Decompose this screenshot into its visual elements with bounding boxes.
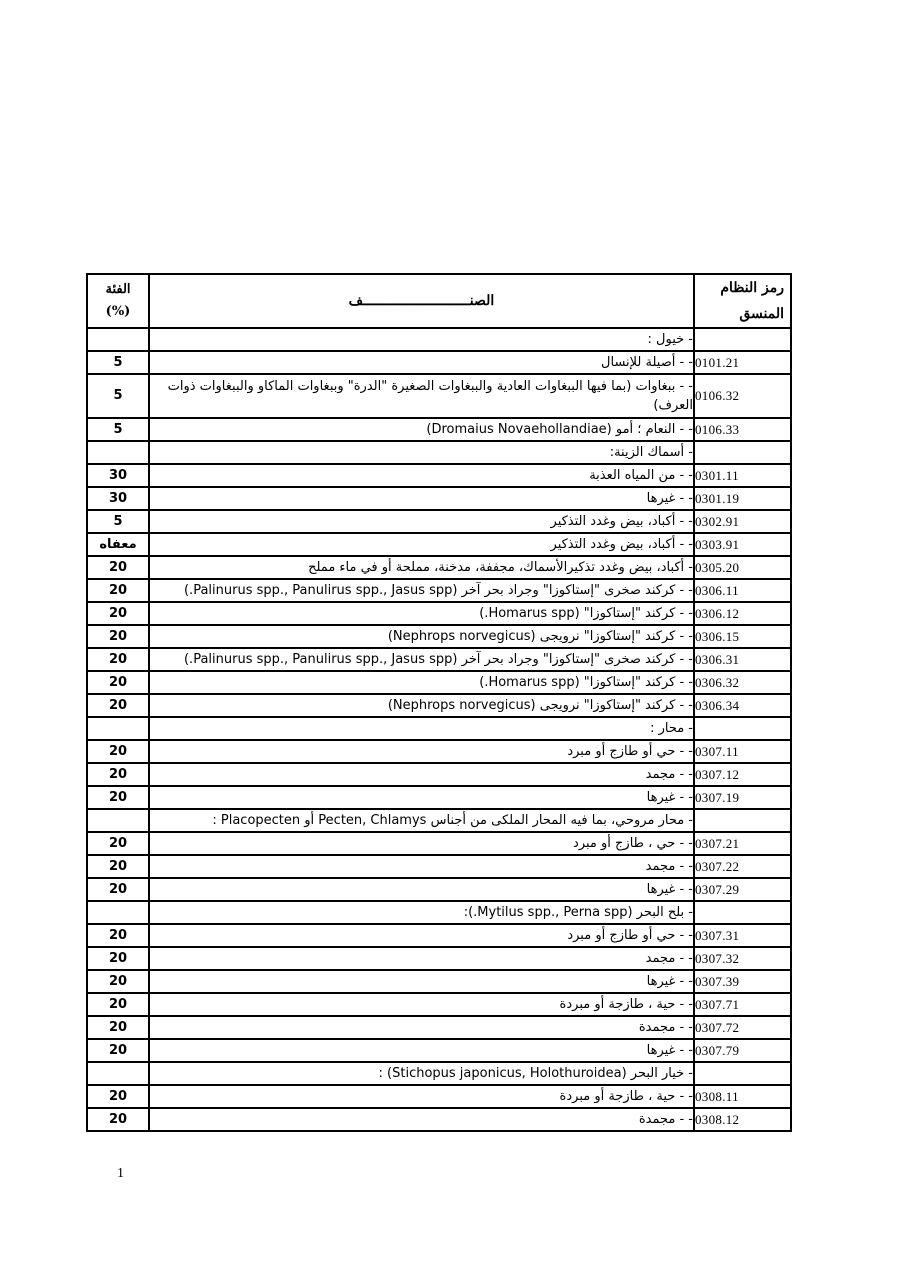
table-row [87, 418, 791, 441]
hs-code-cell: 0307.72 [694, 1016, 791, 1039]
category-cell: 5 [87, 418, 149, 441]
hs-code-cell [694, 1062, 791, 1085]
table-row [87, 740, 791, 763]
table-row [87, 717, 791, 740]
description-cell: - - ببغاوات (بما فيها الببغاوات العادية والببغاوات الصغيرة "الدرة" وببغاوات الماكاو والببغاوات ذوات العرف) [149, 374, 694, 418]
hs-code-cell: 0307.39 [694, 970, 791, 993]
table-row [87, 924, 791, 947]
table-row [87, 832, 791, 855]
hs-code-cell: 0307.22 [694, 855, 791, 878]
category-cell: 5 [87, 510, 149, 533]
table-row [87, 970, 791, 993]
code-header-line1: رمز النظام [720, 280, 784, 296]
hs-code-cell: 0303.91 [694, 533, 791, 556]
hs-code-cell: 0306.34 [694, 694, 791, 717]
category-cell: 30 [87, 487, 149, 510]
hs-code-cell: 0106.33 [694, 418, 791, 441]
description-cell: - - مجمد [149, 763, 694, 786]
category-cell: 20 [87, 1108, 149, 1131]
category-cell [87, 1062, 149, 1085]
category-cell: 20 [87, 1085, 149, 1108]
table-row [87, 1016, 791, 1039]
hs-code-cell: 0301.11 [694, 464, 791, 487]
table-row [87, 1085, 791, 1108]
hs-code-cell: 0306.15 [694, 625, 791, 648]
tariff-table [86, 273, 792, 1132]
category-header [87, 274, 149, 328]
table-row [87, 1108, 791, 1131]
description-cell: - - كركند "إستاكوزا" (Homarus spp.) [149, 602, 694, 625]
hs-code-cell [694, 717, 791, 740]
description-cell: - - غيرها [149, 970, 694, 993]
table-row [87, 510, 791, 533]
category-cell: 20 [87, 602, 149, 625]
hs-code-cell: 0308.12 [694, 1108, 791, 1131]
hs-code-cell: 0306.31 [694, 648, 791, 671]
description-cell: - - حي ، طازج أو مبرد [149, 832, 694, 855]
description-cell: - - حي أو طازج أو مبرد [149, 740, 694, 763]
category-cell: 20 [87, 625, 149, 648]
category-cell [87, 717, 149, 740]
description-cell: - - النعام ؛ أمو (Dromaius Novaehollandiae) [149, 418, 694, 441]
hs-code-cell: 0101.21 [694, 351, 791, 374]
hs-code-cell: 0301.19 [694, 487, 791, 510]
description-cell: - - كركند "إستاكوزا" (Homarus spp.) [149, 671, 694, 694]
category-cell: 20 [87, 1039, 149, 1062]
description-cell: - محار مروحي، بما فيه المحار الملكى من أجناس Pecten, Chlamys أو Placopecten : [149, 809, 694, 832]
description-cell: - - مجمد [149, 855, 694, 878]
category-cell: 20 [87, 671, 149, 694]
category-cell: معفاه [87, 533, 149, 556]
category-cell: 20 [87, 970, 149, 993]
description-header: الصنــــــــــــــــــــــــــف [149, 274, 694, 328]
category-cell: 20 [87, 993, 149, 1016]
table-row [87, 556, 791, 579]
table-row [87, 763, 791, 786]
hs-code-cell [694, 901, 791, 924]
hs-code-cell: 0306.11 [694, 579, 791, 602]
category-cell [87, 809, 149, 832]
description-cell: - أكباد، بيض وغدد تذكيرالأسماك، مجففة، مدخنة، مملحة أو في ماء مملح [149, 556, 694, 579]
category-cell: 20 [87, 1016, 149, 1039]
category-cell: 5 [87, 351, 149, 374]
category-cell: 20 [87, 832, 149, 855]
table-row [87, 441, 791, 464]
page-number: 1 [117, 1166, 124, 1181]
category-cell: 20 [87, 648, 149, 671]
hs-code-cell: 0307.11 [694, 740, 791, 763]
category-header-unit: (%) [105, 304, 131, 319]
description-cell: - بلح البحر (Mytilus spp., Perna spp.): [149, 901, 694, 924]
description-cell: - - حي أو طازج أو مبرد [149, 924, 694, 947]
table-row [87, 374, 791, 418]
category-cell: 20 [87, 763, 149, 786]
hs-code-cell: 0307.21 [694, 832, 791, 855]
category-header-label: الفئة [105, 282, 131, 297]
hs-code-cell: 0305.20 [694, 556, 791, 579]
category-cell: 20 [87, 556, 149, 579]
hs-code-cell [694, 441, 791, 464]
hs-code-cell [694, 328, 791, 351]
table-row [87, 901, 791, 924]
category-cell: 20 [87, 579, 149, 602]
category-cell: 20 [87, 694, 149, 717]
category-cell: 30 [87, 464, 149, 487]
category-cell [87, 901, 149, 924]
table-row [87, 625, 791, 648]
description-cell: - - غيرها [149, 1039, 694, 1062]
description-cell: - خيار البحر (Stichopus japonicus, Holothuroidea) : [149, 1062, 694, 1085]
table-row [87, 351, 791, 374]
description-cell: - محار : [149, 717, 694, 740]
table-row [87, 694, 791, 717]
table-row [87, 328, 791, 351]
table-row [87, 855, 791, 878]
hs-code-cell: 0307.79 [694, 1039, 791, 1062]
description-cell: - - مجمد [149, 947, 694, 970]
table-row [87, 648, 791, 671]
description-cell: - - مجمدة [149, 1108, 694, 1131]
table-body [87, 328, 791, 1131]
category-cell [87, 441, 149, 464]
description-cell: - - من المياه العذبة [149, 464, 694, 487]
description-cell: - - أكباد، بيض وغدد التذكير [149, 510, 694, 533]
category-cell: 20 [87, 855, 149, 878]
code-header-line2: المنسق [739, 306, 784, 322]
table-row [87, 1062, 791, 1085]
hs-code-cell: 0307.12 [694, 763, 791, 786]
category-cell: 20 [87, 878, 149, 901]
table-row [87, 602, 791, 625]
hs-code-cell: 0307.71 [694, 993, 791, 1016]
category-cell: 5 [87, 374, 149, 418]
table-row [87, 533, 791, 556]
hs-code-cell: 0306.32 [694, 671, 791, 694]
description-cell: - - حية ، طازجة أو مبردة [149, 1085, 694, 1108]
description-cell: - - غيرها [149, 487, 694, 510]
description-cell: - - حية ، طازجة أو مبردة [149, 993, 694, 1016]
hs-code-cell: 0307.29 [694, 878, 791, 901]
description-cell: - - غيرها [149, 786, 694, 809]
hs-code-cell: 0306.12 [694, 602, 791, 625]
category-cell: 20 [87, 924, 149, 947]
category-cell [87, 328, 149, 351]
description-cell: - - كركند "إستاكوزا" نرويجى (Nephrops norvegicus) [149, 625, 694, 648]
description-cell: - - كركند "إستاكوزا" نرويجى (Nephrops norvegicus) [149, 694, 694, 717]
table-row [87, 671, 791, 694]
table-row [87, 947, 791, 970]
table-row [87, 809, 791, 832]
description-cell: - أسماك الزينة: [149, 441, 694, 464]
table-row [87, 487, 791, 510]
category-cell: 20 [87, 947, 149, 970]
table-row [87, 464, 791, 487]
description-cell: - - غيرها [149, 878, 694, 901]
description-cell: - - أكباد، بيض وغدد التذكير [149, 533, 694, 556]
hs-code-cell: 0308.11 [694, 1085, 791, 1108]
code-header [694, 274, 791, 328]
hs-code-cell: 0302.91 [694, 510, 791, 533]
table-row [87, 878, 791, 901]
hs-code-cell: 0307.19 [694, 786, 791, 809]
description-cell: - خيول : [149, 328, 694, 351]
category-cell: 20 [87, 786, 149, 809]
category-cell: 20 [87, 740, 149, 763]
hs-code-cell [694, 809, 791, 832]
description-cell: - - أصيلة للإنسال [149, 351, 694, 374]
description-cell: - - كركند صخرى "إستاكوزا" وجراد بحر آخر (Palinurus spp., Panulirus spp., Jasus spp.) [149, 579, 694, 602]
table-row [87, 579, 791, 602]
hs-code-cell: 0307.31 [694, 924, 791, 947]
table-row [87, 1039, 791, 1062]
table-row [87, 786, 791, 809]
hs-code-cell: 0307.32 [694, 947, 791, 970]
table-header-row [87, 274, 791, 328]
table-row [87, 993, 791, 1016]
description-cell: - - كركند صخرى "إستاكوزا" وجراد بحر آخر (Palinurus spp., Panulirus spp., Jasus spp.) [149, 648, 694, 671]
hs-code-cell: 0106.32 [694, 374, 791, 418]
description-cell: - - مجمدة [149, 1016, 694, 1039]
